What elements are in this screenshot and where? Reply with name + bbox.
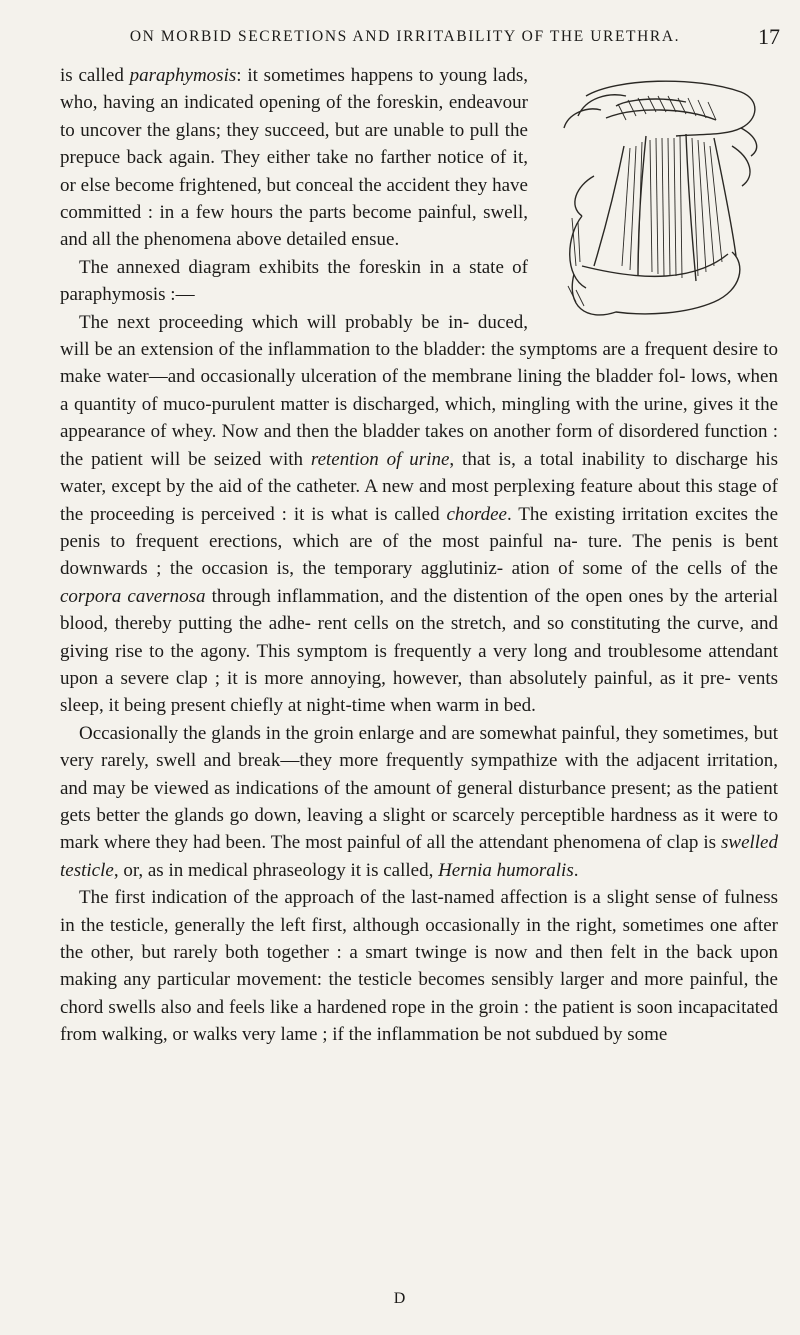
page-number: 17 <box>758 24 780 49</box>
running-head-title: ON MORBID SECRETIONS AND IRRITABILITY OF THE URETHRA. <box>129 28 681 45</box>
engraved-illustration-icon <box>546 76 778 324</box>
paragraph-4: Occasionally the glands in the groin enlarge and are somewhat painful, they sometimes, but very rarely, swell and break—they more frequently sympathize with the adjacent irritation, and may be viewed as indications of the amount of general disturbance present; as the patient gets better the glands go down, leaving a slight or scarcely perceptible hardness as it were to mark where they had been. The most painful of all the attendant phenomena of clap is swelled testicle, or, as in medical phraseology it is called, Hernia humoralis. <box>60 722 778 881</box>
paragraph-3: The next proceeding which will probably be in- duced, will be an extension of the inflammation to the bladder: the symptoms are a frequent desire to make water—and occasionally ulceration of the membrane lining the bladder fol- lows, when a quantity of muco-purulent matter is discharged, which, mingling with the urine, gives it the appearance of whey. Now and then the bladder takes on another form of disordered function : the patient will be seized with retention of urine, that is, a total inability to discharge his water, except by the aid of the catheter. A new and most perplexing feature about this stage of the proceeding is perceived : it is what is called chordee. The existing irritation excites the penis to frequent erections, which are of the most painful na- ture. The penis is bent downwards ; the occasion is, the temporary agglutiniz- ation of some of the cells of the corpora cavernosa through inflammation, and the distention of the open ones by the arterial blood, thereby putting the adhe- rent cells on the stretch, and so constituting the curve, and giving rise to the agony. This symptom is frequently a very long and troublesome attendant upon a severe clap ; it is more annoying, however, than absolutely painful, as it pre- vents sleep, it being present chiefly at night-time when warm in bed. <box>60 311 778 717</box>
anatomical-figure <box>546 76 778 324</box>
paragraph-1: is called paraphymosis: it sometimes happens to young lads, who, having an indicated opening of the foreskin, endeavour to uncover the glans; they succeed, but are unable to pull the prepuce back again. They either take no farther notice of it, or else become frightened, but conceal the accident they have committed : in a few hours the parts become painful, swell, and all the phenomena above detailed ensue. <box>60 65 528 251</box>
paragraph-2: The annexed diagram exhibits the foreskin in a state of paraphymosis :— <box>60 256 528 306</box>
signature-mark: D <box>393 1290 407 1307</box>
paragraph-5: The first indication of the approach of the last-named affection is a slight sense of fulness in the testicle, generally the left first, although occasionally in the right, sometimes one after the other, but rarely both together : a smart twinge is now and then felt in the back upon making any particular movement: the testicle becomes sensibly larger and more painful, the chord swells also and feels like a hardened rope in the groin : the patient is soon incapacitated from walking, or walks very lame ; if the inflammation be not subdued by some <box>60 887 778 1046</box>
body-text <box>60 62 778 1049</box>
running-head <box>80 24 780 54</box>
